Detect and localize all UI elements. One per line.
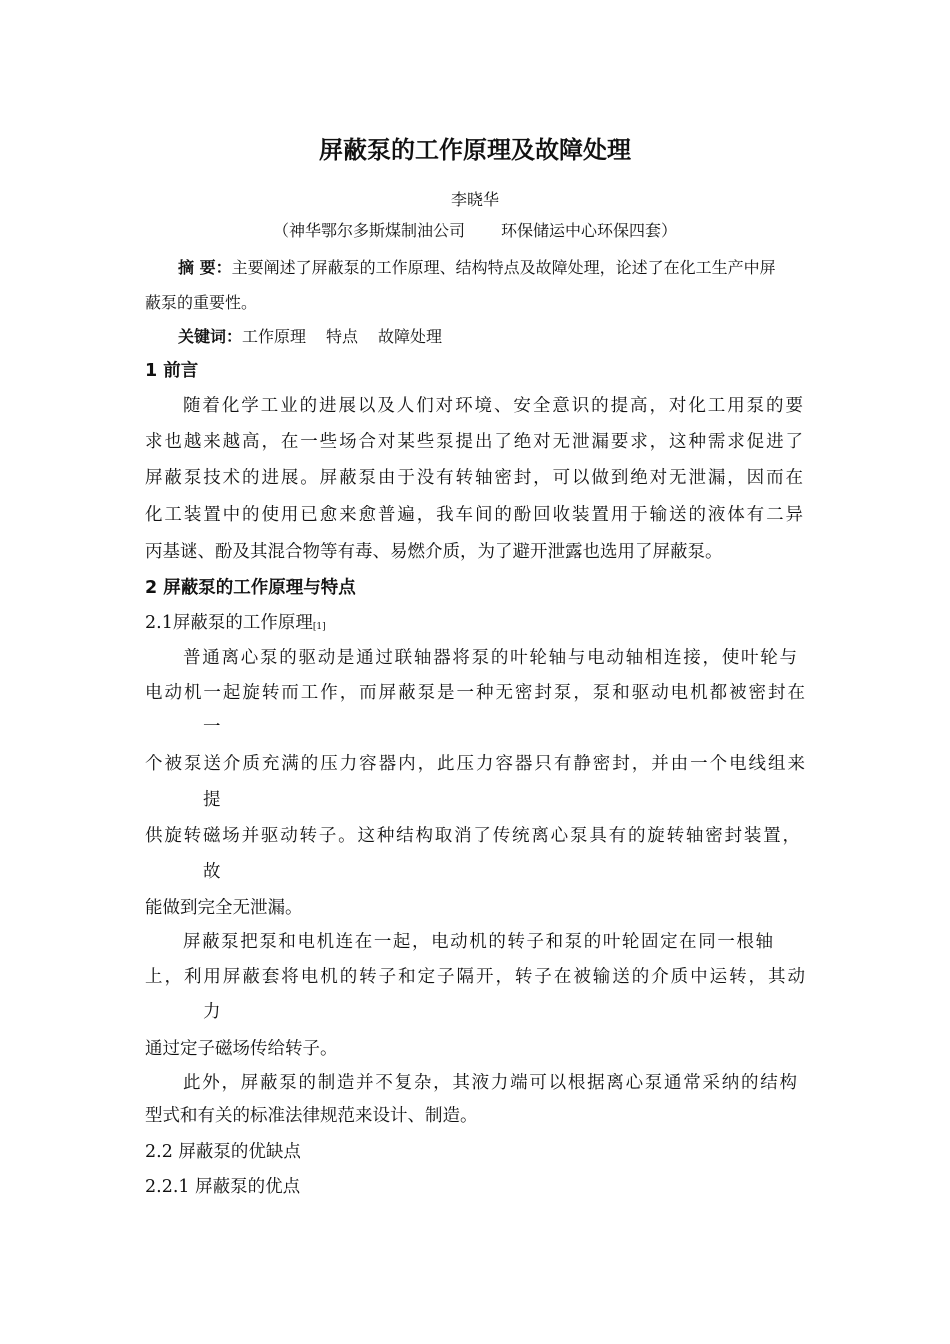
- paragraph-line: 求也越来越高，在一些场合对某些泵提出了绝对无泄漏要求，这种需求促进了: [145, 432, 803, 452]
- abstract-text-1: 主要阐述了屏蔽泵的工作原理、结构特点及故障处理，论述了在化工生产中屏: [231, 258, 776, 277]
- paragraph-line: 供旋转磁场并驱动转子。这种结构取消了传统离心泵具有的旋转轴密封装置，: [145, 826, 800, 846]
- paragraph-line: 上，利用屏蔽套将电机的转子和定子隔开，转子在被输送的介质中运转，其动: [145, 967, 805, 987]
- keyword-item: 故障处理: [378, 327, 443, 346]
- section-heading-2: 2 屏蔽泵的工作原理与特点: [145, 578, 356, 598]
- abstract-label: 摘 要：: [178, 258, 232, 277]
- reference-marker: [1]: [312, 622, 326, 632]
- keyword-item: 工作原理: [242, 327, 307, 346]
- paragraph-line: 故: [203, 862, 221, 882]
- paragraph-line: 型式和有关的标准法律规范来设计、制造。: [145, 1106, 478, 1126]
- paragraph-line: 通过定子磁场传给转子。: [145, 1039, 338, 1059]
- paragraph-line: 丙基谜、酚及其混合物等有毒、易燃介质，为了避开泄露也选用了屏蔽泵。: [145, 542, 723, 562]
- keywords-label: 关键词：: [178, 327, 243, 346]
- paragraph-line: 屏蔽泵技术的进展。屏蔽泵由于没有转轴密封，可以做到绝对无泄漏，因而在: [145, 468, 803, 488]
- subsection-heading-2-1: [145, 611, 326, 635]
- document-title: 屏蔽泵的工作原理及故障处理: [319, 136, 631, 164]
- abstract-line-1: [178, 256, 776, 280]
- paragraph-line: 普通离心泵的驱动是通过联轴器将泵的叶轮轴与电动轴相连接，使叶轮与: [183, 648, 797, 668]
- paragraph-line: 提: [203, 790, 221, 810]
- section-heading-1: 1 前言: [145, 361, 199, 381]
- paragraph-line: 此外，屏蔽泵的制造并不复杂，其液力端可以根据离心泵通常采纳的结构: [183, 1073, 797, 1093]
- subsection-heading-2-2-1: 2.2.1 屏蔽泵的优点: [145, 1177, 301, 1197]
- affiliation-dept: 环保储运中心环保四套）: [501, 221, 678, 240]
- keyword-item: 特点: [326, 327, 359, 346]
- keywords-line: [178, 325, 442, 349]
- paragraph-line: 一: [203, 717, 221, 737]
- subsection-heading-2-2: 2.2 屏蔽泵的优缺点: [145, 1142, 301, 1162]
- paragraph-line: 电动机一起旋转而工作，而屏蔽泵是一种无密封泵，泵和驱动电机都被密封在: [145, 683, 805, 703]
- subsection-title: 2.1屏蔽泵的工作原理: [145, 613, 313, 633]
- paragraph-line: 屏蔽泵把泵和电机连在一起，电动机的转子和泵的叶轮固定在同一根轴: [183, 932, 773, 952]
- paragraph-line: 随着化学工业的进展以及人们对环境、安全意识的提高，对化工用泵的要: [183, 396, 803, 416]
- author-affiliation: [0, 219, 950, 243]
- paragraph-line: 力: [203, 1002, 221, 1022]
- abstract-line-2: 蔽泵的重要性。: [145, 293, 258, 312]
- paragraph-line: 能做到完全无泄漏。: [145, 898, 303, 918]
- affiliation-org: （神华鄂尔多斯煤制油公司: [272, 221, 465, 240]
- paragraph-line: 个被泵送介质充满的压力容器内，此压力容器只有静密封，并由一个电线组来: [145, 754, 805, 774]
- author-name: 李晓华: [450, 190, 499, 209]
- paragraph-line: 化工装置中的使用已愈来愈普遍，我车间的酚回收装置用于输送的液体有二异: [145, 505, 803, 525]
